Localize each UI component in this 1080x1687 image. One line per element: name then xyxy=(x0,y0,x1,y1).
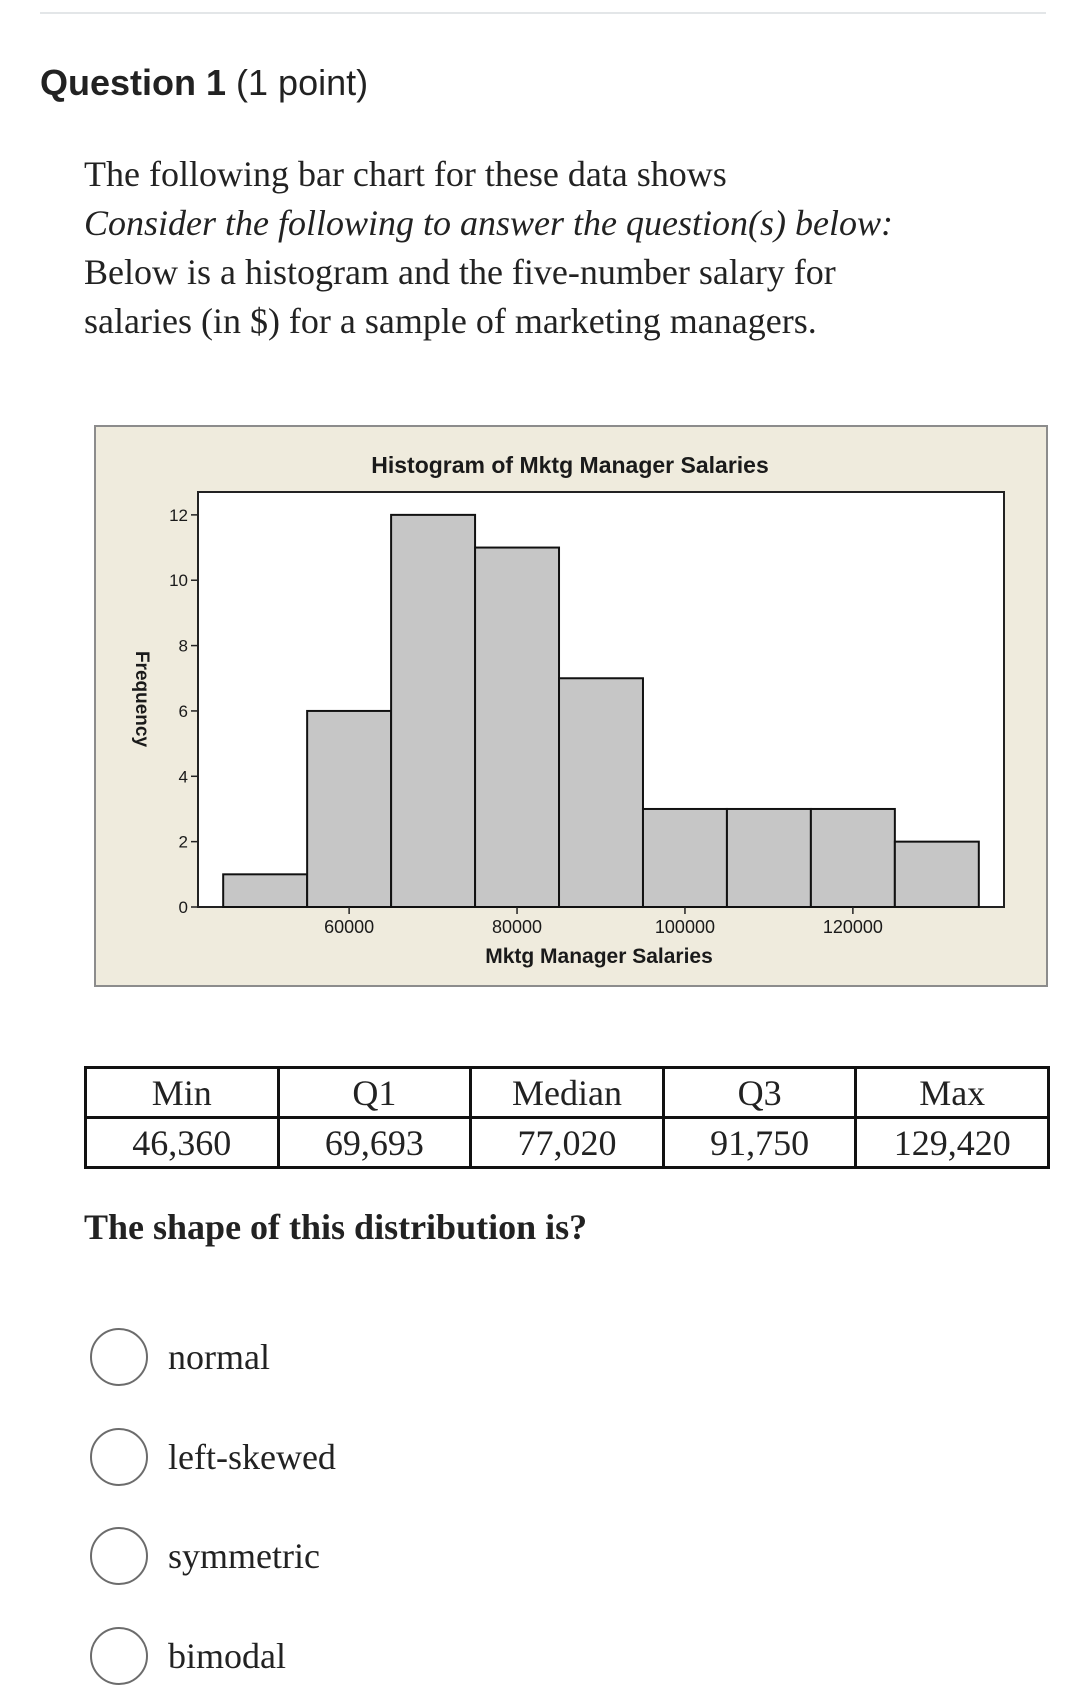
y-tick-label: 2 xyxy=(178,832,188,852)
histogram-bar xyxy=(391,515,475,907)
x-tick-label: 100000 xyxy=(654,917,715,937)
table-header-cell: Max xyxy=(856,1068,1049,1118)
y-tick-label: 6 xyxy=(178,701,188,721)
table-header-row xyxy=(86,1068,1049,1118)
histogram-bar xyxy=(307,711,391,907)
x-tick-label: 80000 xyxy=(492,917,543,937)
question-prompt: The shape of this distribution is? xyxy=(84,1207,588,1247)
radio-button[interactable] xyxy=(90,1527,148,1585)
radio-button[interactable] xyxy=(90,1328,148,1386)
question-title: Question 1 xyxy=(40,62,227,103)
option-normal[interactable] xyxy=(90,1328,270,1386)
histogram-bar xyxy=(223,874,307,907)
histogram-bar xyxy=(559,678,643,907)
table-row xyxy=(86,1118,1049,1168)
question-points: (1 point) xyxy=(236,62,369,103)
table-header-cell: Q1 xyxy=(278,1068,471,1118)
option-label[interactable]: left-skewed xyxy=(168,1437,336,1477)
table-cell: 46,360 xyxy=(86,1118,279,1168)
y-tick-label: 10 xyxy=(169,571,188,591)
histogram-bar xyxy=(727,809,811,907)
table-header-cell: Min xyxy=(86,1068,279,1118)
table-cell: 91,750 xyxy=(663,1118,856,1168)
option-bimodal[interactable] xyxy=(90,1627,286,1685)
stem-line: Below is a histogram and the five-number salary for xyxy=(84,252,836,292)
stem-line: salaries (in $) for a sample of marketing managers. xyxy=(84,301,817,341)
five-number-summary-table xyxy=(84,1066,1050,1169)
table-cell: 77,020 xyxy=(471,1118,664,1168)
y-tick-label: 4 xyxy=(178,767,188,787)
histogram-bar xyxy=(895,842,979,907)
table-header-cell: Median xyxy=(471,1068,664,1118)
radio-button[interactable] xyxy=(90,1428,148,1486)
table-cell: 69,693 xyxy=(278,1118,471,1168)
histogram-chart xyxy=(94,425,1048,987)
y-axis-label: Frequency xyxy=(131,650,152,748)
option-symmetric[interactable] xyxy=(90,1527,320,1585)
x-axis xyxy=(324,907,883,937)
option-label[interactable]: bimodal xyxy=(168,1636,286,1676)
y-tick-label: 8 xyxy=(178,636,188,656)
chart-title: Histogram of Mktg Manager Salaries xyxy=(371,452,769,478)
top-divider xyxy=(40,12,1046,14)
x-axis-label: Mktg Manager Salaries xyxy=(485,945,713,968)
option-label[interactable]: normal xyxy=(168,1337,270,1377)
histogram-bar xyxy=(475,548,559,907)
option-label[interactable]: symmetric xyxy=(168,1536,320,1576)
histogram-bar xyxy=(643,809,727,907)
question-stem xyxy=(84,150,1044,346)
stem-line: Consider the following to answer the question(s) below: xyxy=(84,203,893,243)
stem-line: The following bar chart for these data shows xyxy=(84,154,727,194)
table-cell: 129,420 xyxy=(856,1118,1049,1168)
question-header xyxy=(40,62,368,104)
y-axis xyxy=(169,506,198,917)
x-tick-label: 120000 xyxy=(822,917,883,937)
x-tick-label: 60000 xyxy=(324,917,375,937)
y-tick-label: 0 xyxy=(178,898,188,917)
table-header-cell: Q3 xyxy=(663,1068,856,1118)
histogram-bar xyxy=(811,809,895,907)
radio-button[interactable] xyxy=(90,1627,148,1685)
option-left-skewed[interactable] xyxy=(90,1428,336,1486)
y-tick-label: 12 xyxy=(169,505,188,525)
